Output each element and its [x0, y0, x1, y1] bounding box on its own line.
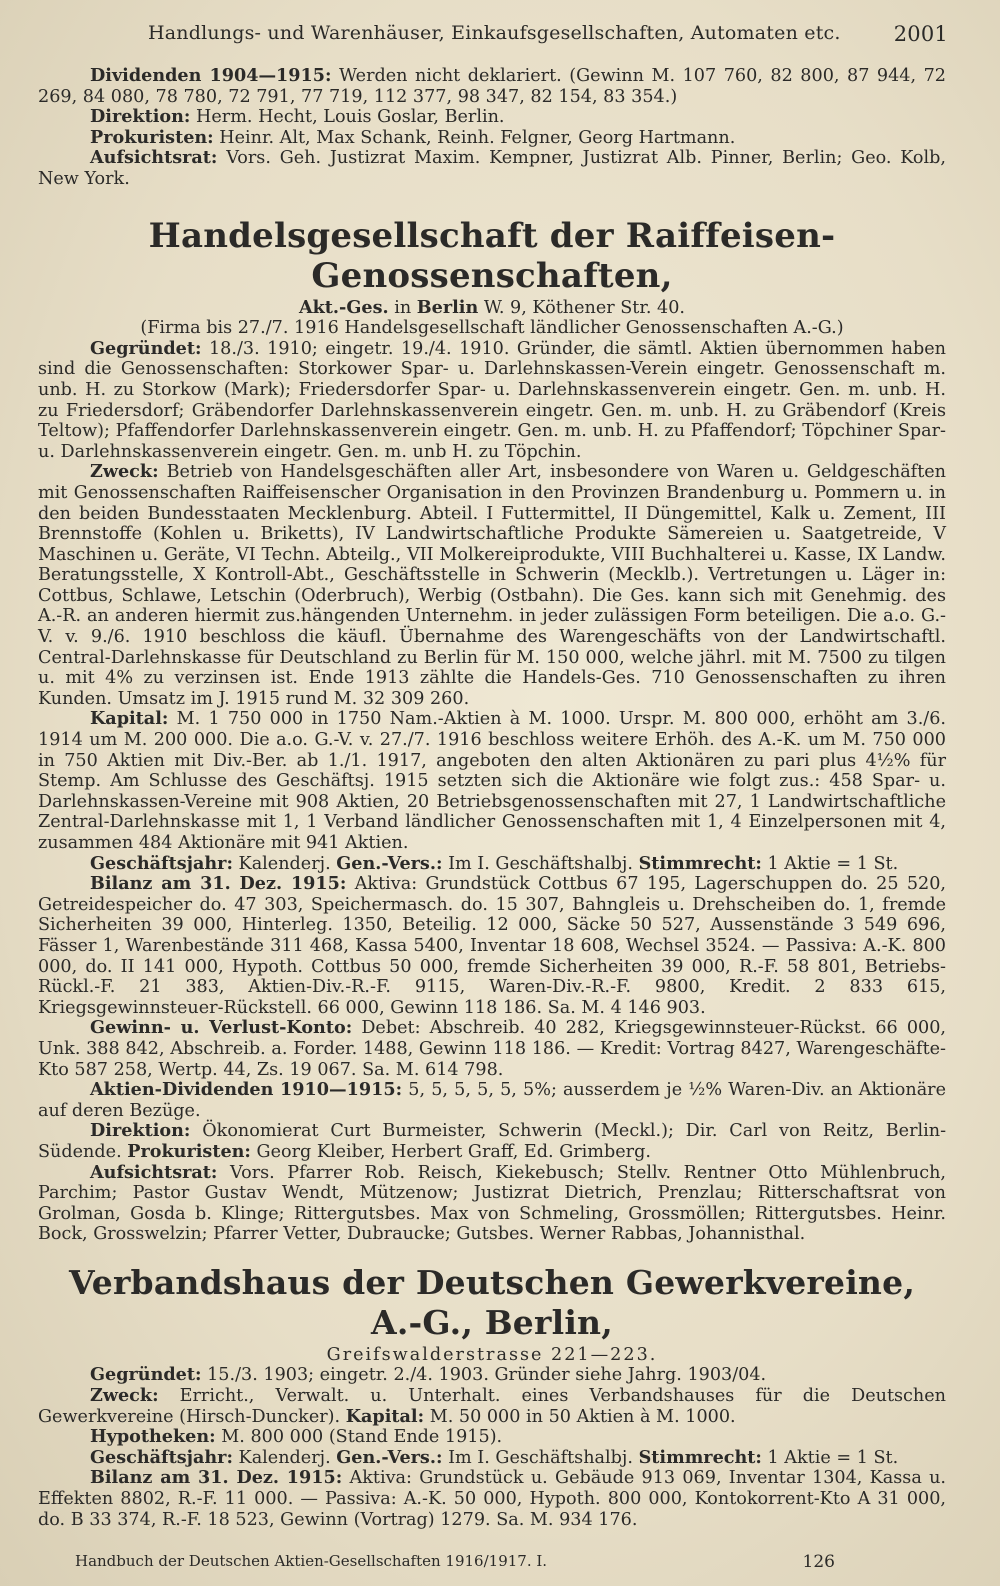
text: Ökonomierat Curt Burmeister, Schwerin (Meckl.); Dir. Carl von Reitz, Berlin-Südende. [38, 1121, 947, 1162]
label: Kapital: [90, 708, 169, 730]
label: Direktion: [90, 1120, 191, 1142]
label: Geschäftsjahr: [90, 1446, 233, 1468]
label: Prokuristen: [127, 1140, 251, 1162]
subtitle-in: in [394, 297, 412, 318]
label: Direktion: [90, 106, 191, 128]
section1-title: Handelsgesellschaft der Raiffeisen-Genossenschaften, [148, 215, 836, 296]
section2-bilanz [38, 1468, 946, 1530]
text: Im I. Geschäftshalbj. [448, 1447, 633, 1468]
label: Stimmrecht: [638, 1446, 762, 1468]
text: Betrieb von Handelsgeschäften aller Art, insbesondere von Waren u. Geldgeschäften mit Genossenschaften Raiffeisenscher Organisation in den Provinzen Brandenburg u. Pommern u. in den beiden Bundesstaaten Mecklenburg. Abteil. I Futtermittel, II Düngemittel, Kalk u. Zement, III Brennstoffe (Kohlen u. Briketts), IV Landwirtschaftliche Produkte Sämereien u. Saatgetreide, V Maschinen u. Geräte, VI Techn. Abteilg., VII Molkereiprodukte, VIII Buchhalterei u. Kasse, IX Landw. Beratungsstelle, X Kontroll-Abt., Geschäftsstelle in Schwerin (Mecklb.). Vertretungen u. Läger in: Cottbus, Schlawe, Letschin (Oderbruch), Werbig (Ostbahn). Die Ges. kann sich mit Genehmig. des A.-R. an anderen hiermit zus.hängenden Unternehm. in jeder zulässigen Form beteiligen. Die a.o. G.-V. v. 9./6. 1910 beschloss die käufl. Übernahme des Warengeschäfts von der Landwirtschaftl. Central-Darlehnskasse für Deutschland zu Berlin für M. 150 000, welche jährl. mit M. 7500 zu tilgen u. mit 4% zu verzinsen ist. Ende 1913 zählte die Handels-Ges. 710 Genossenschaften zu ihren Kunden. Umsatz im J. 1915 rund M. 32 309 260. [38, 462, 947, 709]
section2-geschaeftsjahr [38, 1448, 946, 1469]
text: 5, 5, 5, 5, 5, 5%; ausserdem je ½% Waren-Div. an Aktionäre auf deren Bezüge. [38, 1080, 947, 1121]
text: M. 800 000 (Stand Ende 1915). [221, 1427, 503, 1448]
intro-prokuristen [38, 128, 946, 149]
label: Prokuristen: [90, 126, 214, 148]
text: Im I. Geschäftshalbj. [448, 853, 633, 874]
header-title: Handlungs- und Warenhäuser, Einkaufsgesellschaften, Automaten etc. [148, 22, 841, 44]
section1-gegruendet [38, 339, 946, 463]
text: Georg Kleiber, Herbert Graff, Ed. Grimberg. [256, 1141, 651, 1162]
section1-aufsichtsrat [38, 1163, 946, 1245]
subtitle-address: W. 9, Köthener Str. 40. [483, 297, 686, 318]
section2-zweck [38, 1386, 946, 1427]
section1-bilanz [38, 874, 946, 1018]
label: Dividenden 1904—1915: [90, 65, 332, 86]
text: Vors. Pfarrer Rob. Reisch, Kiekebusch; Stellv. Rentner Otto Mühlenbruch, Parchim; Pastor Gustav Wendt, Mützenow; Justizrat Dietrich, Prenzlau; Ritterschaftsrat von Grolman, Gosda b. Klinge; Rittergutsbes. Max von Schmeling, Grossmöllen; Rittergutsbes. Heinr. Bock, Grosswelzin; Pfarrer Vetter, Dubraucke; Gutsbes. Werner Rabbas, Johannisthal. [38, 1162, 946, 1245]
label: Gewinn- u. Verlust-Konto: [90, 1017, 353, 1039]
section2-gegruendet [38, 1365, 946, 1386]
footer-page-number: 126 [802, 1552, 835, 1572]
text: 1 Aktie = 1 St. [767, 1447, 899, 1468]
label: Bilanz am 31. Dez. 1915: [90, 1467, 343, 1489]
text: Kalenderj. [238, 853, 331, 874]
label: Geschäftsjahr: [90, 852, 233, 874]
text: 1 Aktie = 1 St. [767, 853, 899, 874]
page-footer [75, 1552, 835, 1570]
section1-subtitle [38, 298, 946, 319]
intro-dividenden [38, 66, 946, 107]
section1-dividenden [38, 1080, 946, 1121]
section2-subtitle: Greifswalderstrasse 221—223. [326, 1344, 658, 1365]
section1-direktion [38, 1121, 946, 1162]
label: Aufsichtsrat: [90, 1161, 218, 1183]
text: M. 1 750 000 in 1750 Nam.-Aktien à M. 1000. Urspr. M. 800 000, erhöht am 3./6. 1914 um M. 200 000. Die a.o. G.-V. v. 27./7. 1916 beschloss weitere Erhöh. des A.-K. um M. 750 000 in 750 Aktien mit Div.-Ber. ab 1./1. 1917, angeboten den alten Aktionären zu pari plus 4½% für Stemp. Am Schlusse des Geschäftsj. 1915 setzten sich die Aktionäre wie folgt zus.: 458 Spar- u. Darlehnskassen-Vereine mit 908 Aktien, 20 Betriebsgenossenschaften mit 27, 1 Landwirtschaftliche Zentral-Darlehnskasse mit 1, 1 Verband ländlicher Genossenschaften mit 1, 4 Einzelpersonen mit 4, zusammen 484 Aktionäre mit 941 Aktien. [38, 709, 946, 853]
text: 15./3. 1903; eingetr. 2./4. 1903. Gründer siehe Jahrg. 1903/04. [207, 1365, 767, 1386]
label: Gen.-Vers.: [336, 852, 443, 874]
text: Aktiva: Grundstück Cottbus 67 195, Lagerschuppen do. 25 520, Getreidespeicher do. 47 303, Speichermasch. do. 15 307, Bahngleis u. Drehscheiben do. 1, fremde Sicherheiten 39 000, Hinterleg. 1350, Beteilig. 12 000, Säcke 50 527, Aussenstände 3 549 696, Fässer 1, Warenbestände 311 468, Kassa 5400, Inventar 18 608, Wechsel 3524. — Passiva: A.-K. 800 000, do. II 141 000, Hypoth. Cottbus 50 000, fremde Sicherheiten 39 000, R.-F. 58 801, Betriebs-Rückl.-F. 21 383, Aktien-Div.-R.-F. 9115, Waren-Div.-R.-F. 9800, Kredit. 2 833 615, Kriegsgewinnsteuer-Rückstell. 66 000, Gewinn 118 186. Sa. M. 4 146 903. [38, 874, 947, 1018]
label: Zweck: [90, 461, 159, 483]
text: Aktiva: Grundstück u. Gebäude 913 069, Inventar 1304, Kassa u. Effekten 8802, R.-F. 11 000. — Passiva: A.-K. 50 000, Hypoth. 800 000, Kontokorrent-Kto A 31 000, do. B 33 374, R.-F. 18 523, Gewinn (Vortrag) 1279. Sa. M. 934 176. [38, 1468, 946, 1530]
label: Zweck: [90, 1385, 159, 1407]
section1-zweck [38, 462, 946, 709]
text: Vors. Geh. Justizrat Maxim. Kempner, Justizrat Alb. Pinner, Berlin; Geo. Kolb, New York. [38, 148, 947, 189]
label: Hypotheken: [90, 1426, 216, 1448]
label: Gegründet: [90, 1364, 202, 1386]
page-content [38, 66, 946, 1530]
section1-geschaeftsjahr [38, 854, 946, 875]
label: Kapital: [345, 1405, 425, 1427]
text: 18./3. 1910; eingetr. 19./4. 1910. Gründer, die sämtl. Aktien übernommen haben sind die Genossenschaften: Storkower Spar- u. Darlehnskassen-Verein eingetr. Genossenschaft m. unb. H. zu Storkow (Mark); Friedersdorfer Spar- u. Darlehnskassenverein eingetr. Gen. m. unb. H. zu Friedersdorf; Gräbendorfer Darlehnskassenverein eingetr. Gen. m. unb. H. zu Gräbendorf (Kreis Teltow); Pfaffendorfer Darlehnskassenverein eingetr. Gen. m. unb. H. zu Pfaffendorf; Töpchiner Spar- u. Darlehnskassenverein eingetr. Gen. m. unb H. zu Töpchin. [38, 338, 947, 462]
text: Heinr. Alt, Max Schank, Reinh. Felgner, Georg Hartmann. [219, 127, 736, 148]
text: Kalenderj. [238, 1447, 331, 1468]
label: Gegründet: [90, 337, 202, 359]
label: Aktien-Dividenden 1910—1915: [90, 1079, 403, 1101]
text: M. 50 000 in 50 Aktien à M. 1000. [429, 1406, 736, 1427]
section1-firma: (Firma bis 27./7. 1916 Handelsgesellschaft ländlicher Genossenschaften A.-G.) [140, 318, 844, 339]
label: Gen.-Vers.: [336, 1446, 443, 1468]
intro-direktion [38, 107, 946, 128]
intro-aufsichtsrat [38, 148, 946, 189]
running-header [148, 22, 948, 48]
label: Aufsichtsrat: [90, 147, 218, 169]
label: Bilanz am 31. Dez. 1915: [90, 873, 347, 895]
footer-text: Handbuch der Deutschen Aktien-Gesellschaften 1916/1917. I. [75, 1552, 548, 1570]
subtitle-city: Berlin [416, 296, 479, 318]
text: Herm. Hecht, Louis Goslar, Berlin. [196, 107, 505, 128]
text: Erricht., Verwalt. u. Unterhalt. eines Verbandshauses für die Deutschen Gewerkvereine (Hirsch-Duncker). [38, 1386, 946, 1427]
section2-title: Verbandshaus der Deutschen Gewerkvereine, A.-G., Berlin, [68, 1262, 916, 1342]
header-page-number: 2001 [893, 22, 948, 46]
subtitle-bold: Akt.-Ges. [298, 296, 389, 318]
section2-hypotheken [38, 1427, 946, 1448]
text: Debet: Abschreib. 40 282, Kriegsgewinnsteuer-Rückst. 66 000, Unk. 388 842, Abschreib. a. Forder. 1488, Gewinn 118 186. — Kredit: Vortrag 8427, Warengeschäfte-Kto 587 258, Wertp. 44, Zs. 19 067. Sa. M. 614 798. [38, 1018, 947, 1080]
section1-kapital [38, 709, 946, 853]
text: Werden nicht deklariert. (Gewinn M. 107 760, 82 800, 87 944, 72 269, 84 080, 78 780, 72 791, 77 719, 112 377, 98 347, 82 154, 83 354.) [38, 66, 946, 107]
section1-guv [38, 1018, 946, 1080]
label: Stimmrecht: [638, 852, 762, 874]
